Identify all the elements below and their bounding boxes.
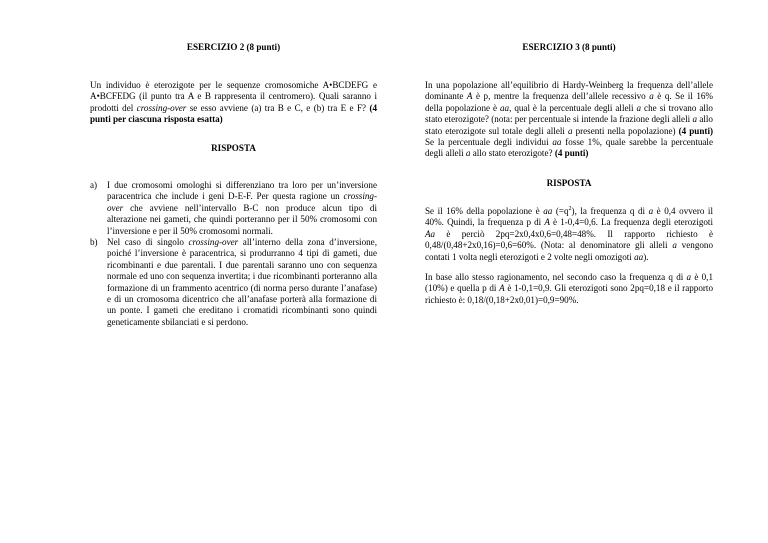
text-run: a [649,91,654,102]
text-run: a [465,148,471,159]
text-run: A [544,217,550,228]
text-run: aa [500,102,510,113]
text-run: Se la percentuale degli individui [425,137,553,148]
text-run: a [567,125,573,136]
exercise-3-question [425,80,713,160]
text-run: che avviene nell’intervallo B-C non produce alcun tipo di alterazione nei gameti, che quindi porteranno per il 50% cromosomi con l’inversione e per il 50% cromosomi normali. [107,202,377,236]
exercise-3-answer-2 [425,272,713,306]
exercise-2-question [90,80,377,126]
text-run: è 1-0,4=0,6. La frequenza degli eterozigoti [549,217,713,228]
text-run: a [636,102,642,113]
text-run: crossing-over [107,191,377,213]
text-run: a [672,240,677,251]
text-run: Aa [425,228,436,239]
text-run: è perciò 2pq=2x0,4x0,6=0,48=48%. Il rapporto richiesto è 0,48/(0,48+2x0,16)=0,6=60%. (Nota: al denominatore gli alleli [425,228,713,251]
text-run: I due cromosomi omologhi si differenziano tra loro per un’inversione paracentrica che include i geni D-E-F. Per questa ragione un [107,180,377,202]
text-run: presenti nella popolazione) [572,125,679,136]
text-run: A [466,91,473,102]
text-run: (=q [552,206,569,216]
text-run: Nel caso di singolo [107,237,189,248]
points-note: (4 punti per ciascuna risposta esatta) [90,102,378,125]
text-run: vengono contati 1 volta negli eterozigoti e 2 volte negli omozigoti [425,240,714,262]
exercise-2-answers [90,180,377,328]
answer-marker: b) [90,237,98,248]
exercise-2-title: ESERCIZIO 2 (8 punti) [186,42,281,52]
text-run: è 1-0,1=0,9. Gli eterozigoti sono 2pq=0,18 e il rapporto richiesto è: 0,18/(0,18+2x0,01)=0,9=90%. [425,283,713,305]
text-run: In base allo stesso ragionamento, nel secondo caso la frequenza q di [425,272,687,282]
text-run: In una popolazione all’equilibrio di Hardy-Weinberg la frequenza dell’allele dominante [425,80,713,102]
text-run: a [648,206,654,216]
text-run: aa [543,206,553,216]
text-run: a [686,272,692,282]
text-run: fosse 1%, quale sarebbe la percentuale degli alleli [425,137,713,159]
text-run: , qual è la percentuale degli alleli [509,102,637,113]
text-run: è 0,4 ovvero il 40%. Quindi, la frequenza p di [425,206,713,228]
points-note: (4 punti) [554,148,589,159]
text-run: se esso avviene (a) tra B e C, e (b) tra E e F? [186,102,370,113]
text-run: A [499,283,505,294]
points-note: (4 punti) [678,125,713,136]
text-run: è p, mentre la frequenza dell’allele recessivo [472,91,650,102]
text-run: all’interno della zona d’inversione, poiché l’inversione è paracentrica, si produrranno 4 tipi di gameti, due ricombinanti e due parentali. I due parentali saranno uno con sequenza normale ed uno con sequenza invertita; i due ricombinanti porteranno alla formazione di un frammento acentrico (di norma perso durante l’anafase) e di un cromosoma dicentrico che all’anafase porterà alla formazione di un ponte. I gameti che ereditano i cromatidi ricombinanti sono quindi geneticamente sbilanciati e si perdono. [107,237,377,327]
text-run: che si trovano allo stato eterozigote? (nota: per percentuale si intende la frazione degli alleli [425,102,713,125]
text-run: aa [552,137,562,148]
text-run: Se il 16% della popolazione è [425,206,544,216]
exercise-3-title: ESERCIZIO 3 (8 punti) [522,42,616,52]
text-run: è 0,1 (10%) e quella p di [425,272,713,294]
text-run: aa [634,251,644,262]
answer-b [90,237,377,328]
text-run: Un individuo è eterozigote per le sequenze cromosomiche A•BCDEFG e A•BCFEDG (il punto tra A e B rappresenta il centromero). Quali saranno i prodotti del [90,80,377,113]
superscript: 2 [568,205,572,212]
exercise-2-answer-heading: RISPOSTA [211,143,256,153]
exercise-3-answer-heading: RISPOSTA [546,178,592,188]
exercise-3-answer-1 [425,206,713,263]
text-run: è q. Se il 16% della popolazione è [425,91,713,113]
text-run: ), la frequenza q di [571,206,649,216]
answer-marker: a) [90,180,98,190]
text-run: crossing-over [136,102,187,113]
text-run: crossing-over [188,237,239,248]
answer-a [90,180,377,237]
text-run: ). [643,251,649,262]
text-run: a [692,114,698,125]
text-run: allo stato eterozigote? [470,148,555,159]
text-run: allo stato eterozigote sul totale degli alleli [425,114,713,136]
